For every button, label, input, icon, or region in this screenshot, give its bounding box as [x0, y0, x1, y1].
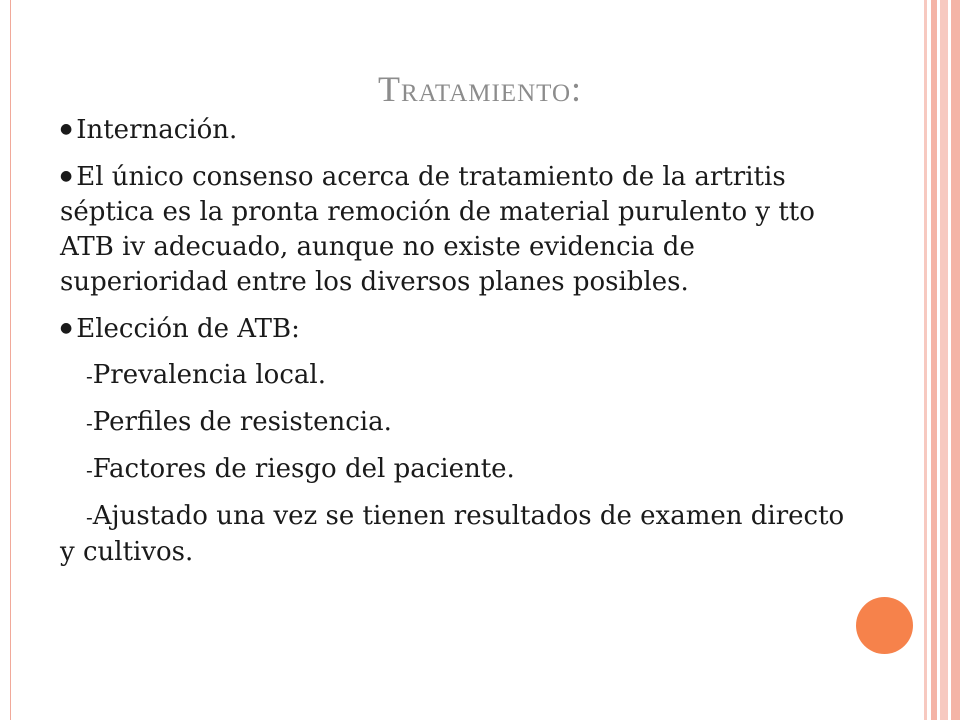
dash-icon: - — [86, 411, 93, 435]
bullet-item: ● El único consenso acerca de tratamiento de la artritis séptica es la pronta remoción de material purulento y tto ATB iv adecuado, aunque no existe evidencia de superioridad entre los diversos planes posibles. — [60, 162, 815, 297]
sub-item: -Prevalencia local. — [86, 360, 326, 390]
sub-item: -Ajustado una vez se tienen resultados de examen directo y cultivos. — [60, 501, 845, 567]
slide-title: Tratamiento: — [377, 69, 583, 109]
dash-icon: - — [86, 458, 93, 482]
slide-body — [60, 112, 850, 581]
dash-icon: - — [86, 505, 93, 529]
dash-icon: - — [86, 364, 93, 388]
sub-item: -Factores de riesgo del paciente. — [86, 454, 515, 484]
bullet-icon: ● — [60, 168, 73, 184]
accent-circle — [856, 597, 913, 654]
bullet-icon: ● — [60, 320, 73, 336]
bullet-icon: ● — [60, 121, 73, 137]
bullet-item: ● Internación. — [60, 115, 238, 145]
sub-item: -Perfiles de resistencia. — [86, 407, 392, 437]
bullet-item: ● Elección de ATB: — [60, 314, 300, 344]
